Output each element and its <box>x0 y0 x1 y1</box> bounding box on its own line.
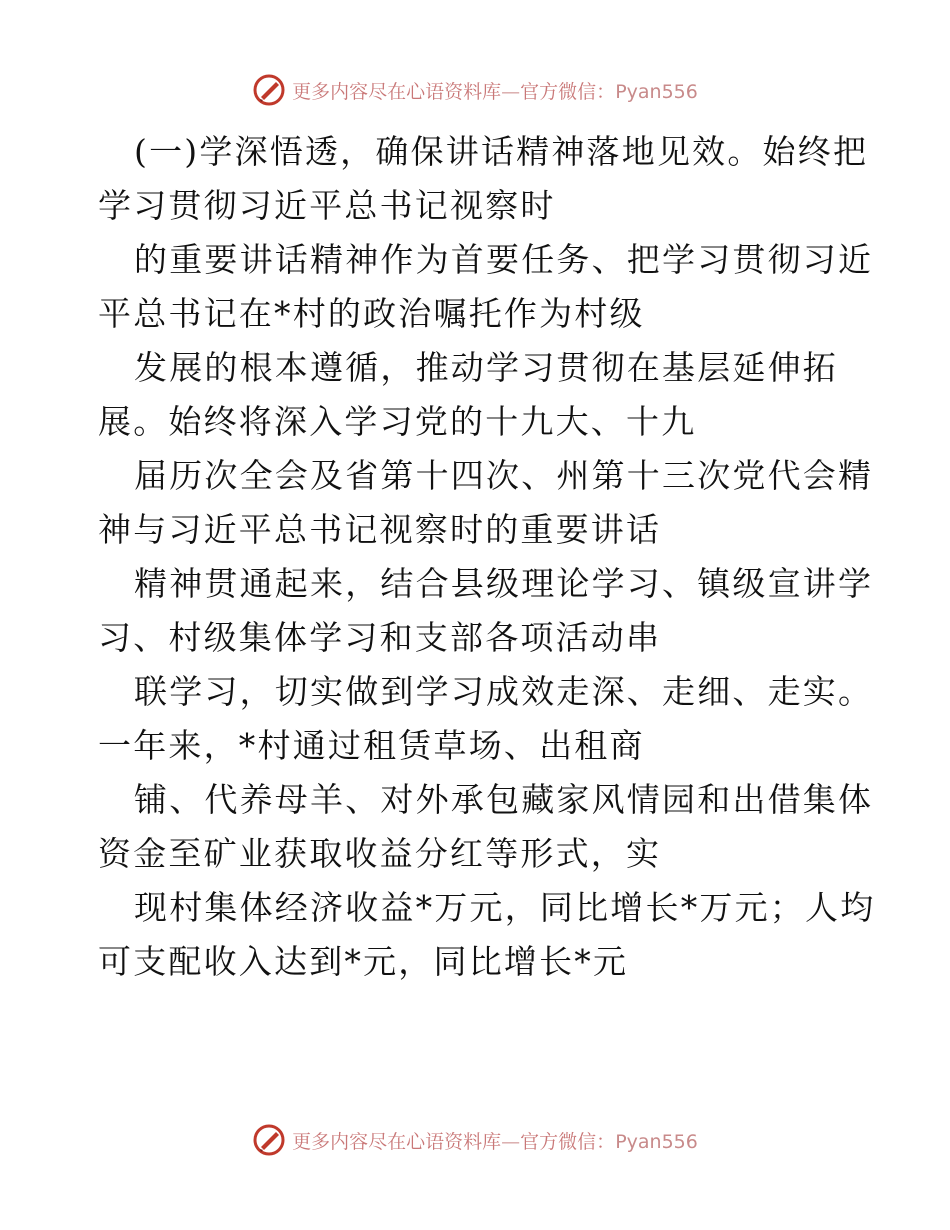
paragraph-line: 现村集体经济收益*万元，同比增长*万元；人均 <box>134 888 876 927</box>
paragraph-line: 的重要讲话精神作为首要任务、把学习贯彻习近 <box>134 240 874 279</box>
brand-logo-icon <box>252 1123 286 1157</box>
header-watermark <box>0 70 950 110</box>
watermark-label: 官方微信： <box>520 1130 616 1153</box>
brand-logo-icon <box>252 73 286 107</box>
paragraph-line: 资金至矿业获取收益分红等形式，实 <box>98 834 662 873</box>
paragraph-line: 展。始终将深入学习党的十九大、十九 <box>98 402 697 441</box>
watermark-text <box>292 1127 698 1154</box>
paragraph-line: 习、村级集体学习和支部各项活动串 <box>98 618 662 657</box>
paragraph-line: 联学习，切实做到学习成效走深、走细、走实。 <box>134 672 874 711</box>
watermark-account: Pyan556 <box>615 80 698 103</box>
paragraph-line: 发展的根本遵循，推动学习贯彻在基层延伸拓 <box>134 348 838 387</box>
paragraph-line: 一年来，*村通过租赁草场、出租商 <box>98 726 645 765</box>
paragraph-line: 铺、代养母羊、对外承包藏家风情园和出借集体 <box>134 780 874 819</box>
watermark-prefix: 更多内容尽在心语资料库 <box>292 80 502 103</box>
paragraph-line: 平总书记在*村的政治嘱托作为村级 <box>98 294 645 333</box>
paragraph-line: (一)学深悟透，确保讲话精神落地见效。始终把 <box>134 132 869 171</box>
paragraph-line: 届历次全会及省第十四次、州第十三次党代会精 <box>134 456 874 495</box>
watermark-prefix: 更多内容尽在心语资料库 <box>292 1130 502 1153</box>
watermark-account: Pyan556 <box>615 1130 698 1153</box>
paragraph-line: 神与习近平总书记视察时的重要讲话 <box>98 510 662 549</box>
watermark-label: 官方微信： <box>520 80 616 103</box>
footer-watermark <box>0 1120 950 1160</box>
document-body <box>98 125 876 989</box>
paragraph-line: 精神贯通起来，结合县级理论学习、镇级宣讲学 <box>134 564 874 603</box>
watermark-dash: — <box>501 1130 521 1153</box>
paragraph-line: 学习贯彻习近平总书记视察时 <box>98 186 556 225</box>
watermark-text <box>292 77 698 104</box>
watermark-dash: — <box>501 80 521 103</box>
paragraph-line: 可支配收入达到*元，同比增长*元 <box>98 942 629 981</box>
